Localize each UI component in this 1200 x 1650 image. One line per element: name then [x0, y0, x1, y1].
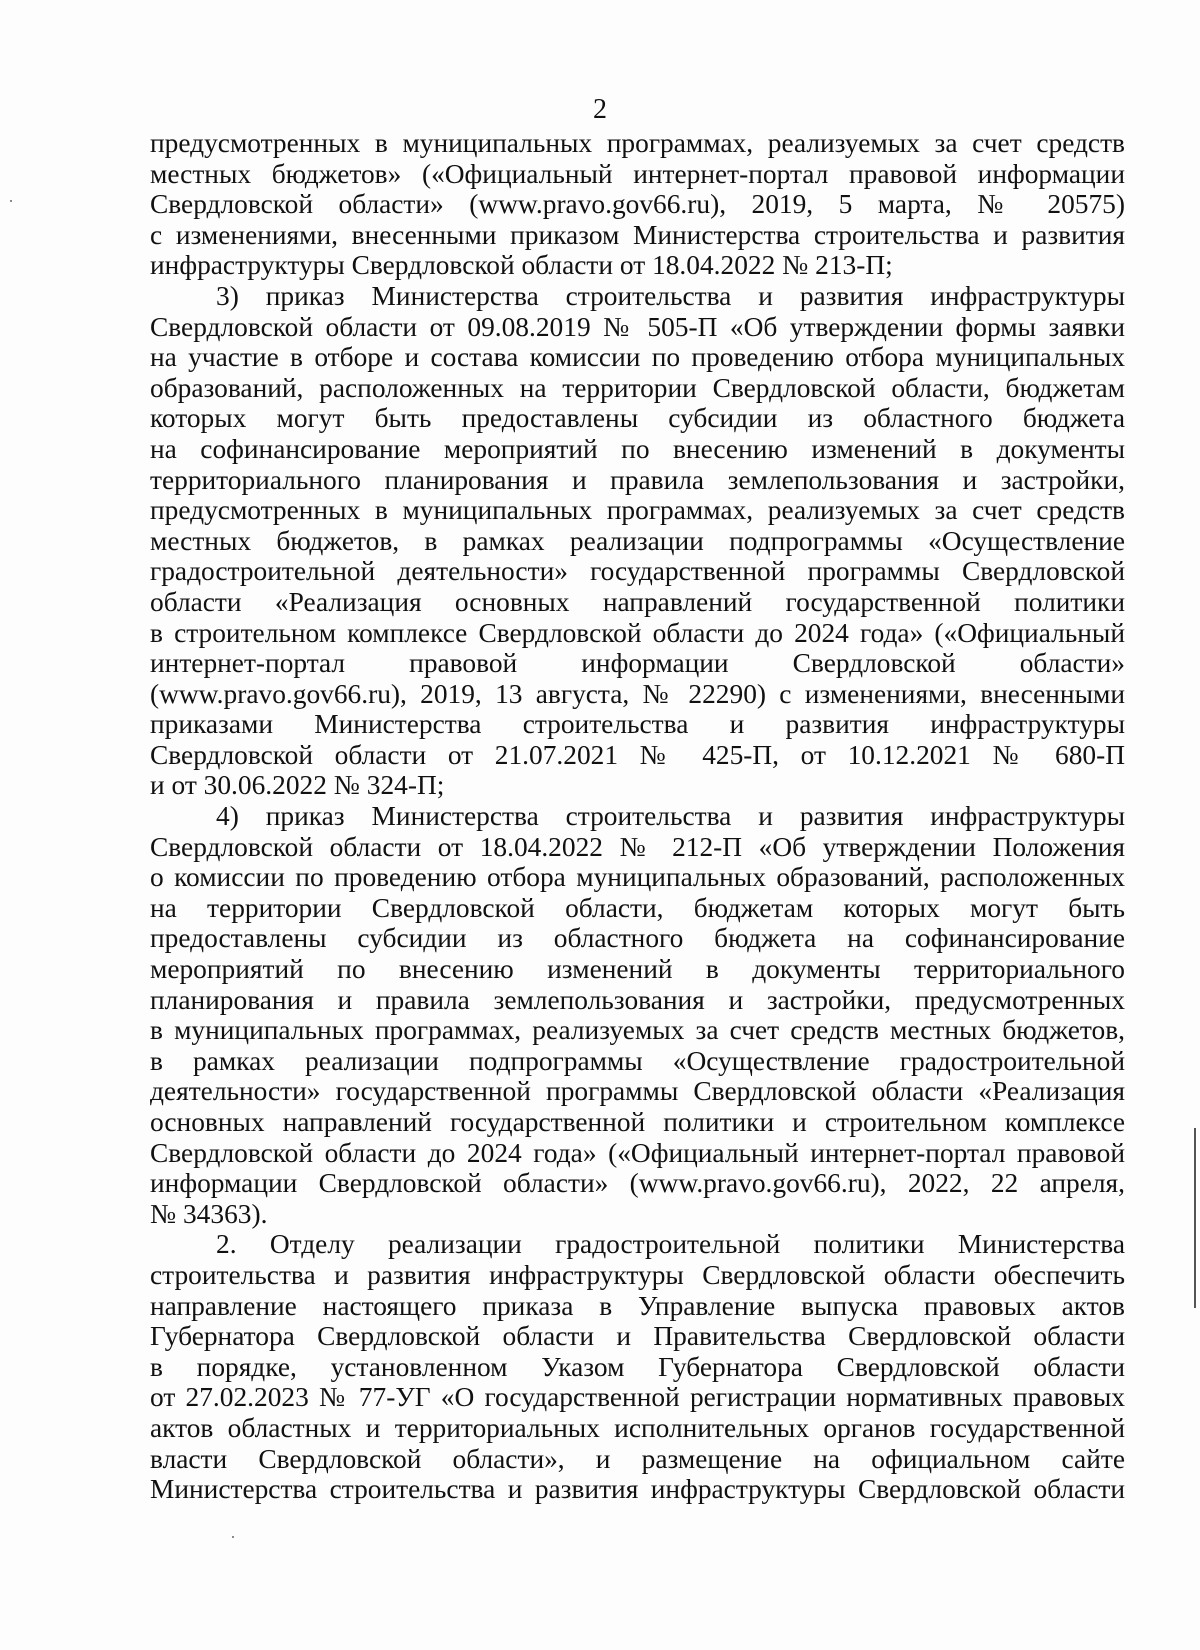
text-line: предусмотренных в муниципальных программах, реализуемых за счет средств: [150, 495, 1125, 526]
scan-speck: [10, 200, 12, 202]
text-line: градостроительной деятельности» государственной программы Свердловской: [150, 556, 1125, 587]
text-line: деятельности» государственной программы Свердловской области «Реализация: [150, 1076, 1125, 1107]
text-line: области «Реализация основных направлений государственной политики: [150, 586, 1125, 617]
text-line: (www.pravo.gov66.ru), 2019, 13 августа, № 22290) с изменениями, внесенными: [150, 678, 1125, 709]
scan-speck: [232, 1536, 234, 1538]
text-line: Губернатора Свердловской области и Правительства Свердловской области: [150, 1321, 1125, 1352]
text-line: на софинансирование мероприятий по внесению изменений в документы: [150, 433, 1125, 464]
document-body: [150, 128, 1125, 1505]
text-line: в порядке, установленном Указом Губернатора Свердловской области: [150, 1351, 1125, 1382]
text-line: на участие в отборе и состава комиссии по проведению отбора муниципальных: [150, 342, 1125, 373]
text-line: 4) приказ Министерства строительства и развития инфраструктуры: [216, 801, 1125, 832]
text-line: на территории Свердловской области, бюджетам которых могут быть: [150, 892, 1125, 923]
scan-edge-mark: [1194, 1128, 1196, 1308]
text-line: предусмотренных в муниципальных программах, реализуемых за счет средств: [150, 128, 1125, 158]
text-line: строительства и развития инфраструктуры Свердловской области обеспечить: [150, 1259, 1125, 1290]
text-line: Министерства строительства и развития инфраструктуры Свердловской области: [150, 1474, 1125, 1505]
text-line: инфраструктуры Свердловской области от 18.04.2022 № 213-П;: [150, 250, 893, 281]
text-line: № 34363).: [150, 1198, 268, 1229]
text-line: власти Свердловской области», и размещение на официальном сайте: [150, 1443, 1125, 1474]
text-line: предоставлены субсидии из областного бюджета на софинансирование: [150, 923, 1125, 954]
text-line: в рамках реализации подпрограммы «Осуществление градостроительной: [150, 1045, 1125, 1076]
text-line: планирования и правила землепользования и застройки, предусмотренных: [150, 984, 1125, 1015]
text-line: которых могут быть предоставлены субсидии из областного бюджета: [150, 403, 1125, 434]
text-line: 3) приказ Министерства строительства и развития инфраструктуры: [216, 280, 1125, 311]
text-line: Свердловской области» (www.pravo.gov66.ru), 2019, 5 марта, № 20575): [150, 189, 1125, 220]
text-line: интернет-портал правовой информации Свердловской области»: [150, 648, 1125, 679]
text-line: Свердловской области от 21.07.2021 № 425-П, от 10.12.2021 № 680-П: [150, 739, 1125, 770]
text-line: с изменениями, внесенными приказом Министерства строительства и развития: [150, 219, 1125, 250]
text-line: и от 30.06.2022 № 324-П;: [150, 770, 445, 801]
text-line: образований, расположенных на территории Свердловской области, бюджетам: [150, 372, 1125, 403]
text-line: о комиссии по проведению отбора муниципальных образований, расположенных: [150, 862, 1125, 893]
text-line: Свердловской области до 2024 года» («Официальный интернет-портал правовой: [150, 1137, 1125, 1168]
text-line: местных бюджетов» («Официальный интернет-портал правовой информации: [150, 158, 1125, 189]
text-line: территориального планирования и правила землепользования и застройки,: [150, 464, 1125, 495]
text-line: информации Свердловской области» (www.pravo.gov66.ru), 2022, 22 апреля,: [150, 1168, 1125, 1199]
text-line: в муниципальных программах, реализуемых за счет средств местных бюджетов,: [150, 1015, 1125, 1046]
text-line: от 27.02.2023 № 77-УГ «О государственной регистрации нормативных правовых: [150, 1382, 1125, 1413]
page-number: 2: [593, 94, 607, 125]
text-line: местных бюджетов, в рамках реализации подпрограммы «Осуществление: [150, 525, 1125, 556]
text-line: 2. Отделу реализации градостроительной политики Министерства: [216, 1229, 1125, 1260]
text-line: приказами Министерства строительства и развития инфраструктуры: [150, 709, 1125, 740]
text-line: направление настоящего приказа в Управление выпуска правовых актов: [150, 1290, 1125, 1321]
text-line: в строительном комплексе Свердловской области до 2024 года» («Официальный: [150, 617, 1125, 648]
text-line: Свердловской области от 18.04.2022 № 212-П «Об утверждении Положения: [150, 831, 1125, 862]
text-line: основных направлений государственной политики и строительном комплексе: [150, 1107, 1125, 1137]
text-line: актов областных и территориальных исполнительных органов государственной: [150, 1412, 1125, 1443]
text-line: мероприятий по внесению изменений в документы территориального: [150, 954, 1125, 985]
text-line: Свердловской области от 09.08.2019 № 505-П «Об утверждении формы заявки: [150, 311, 1125, 342]
